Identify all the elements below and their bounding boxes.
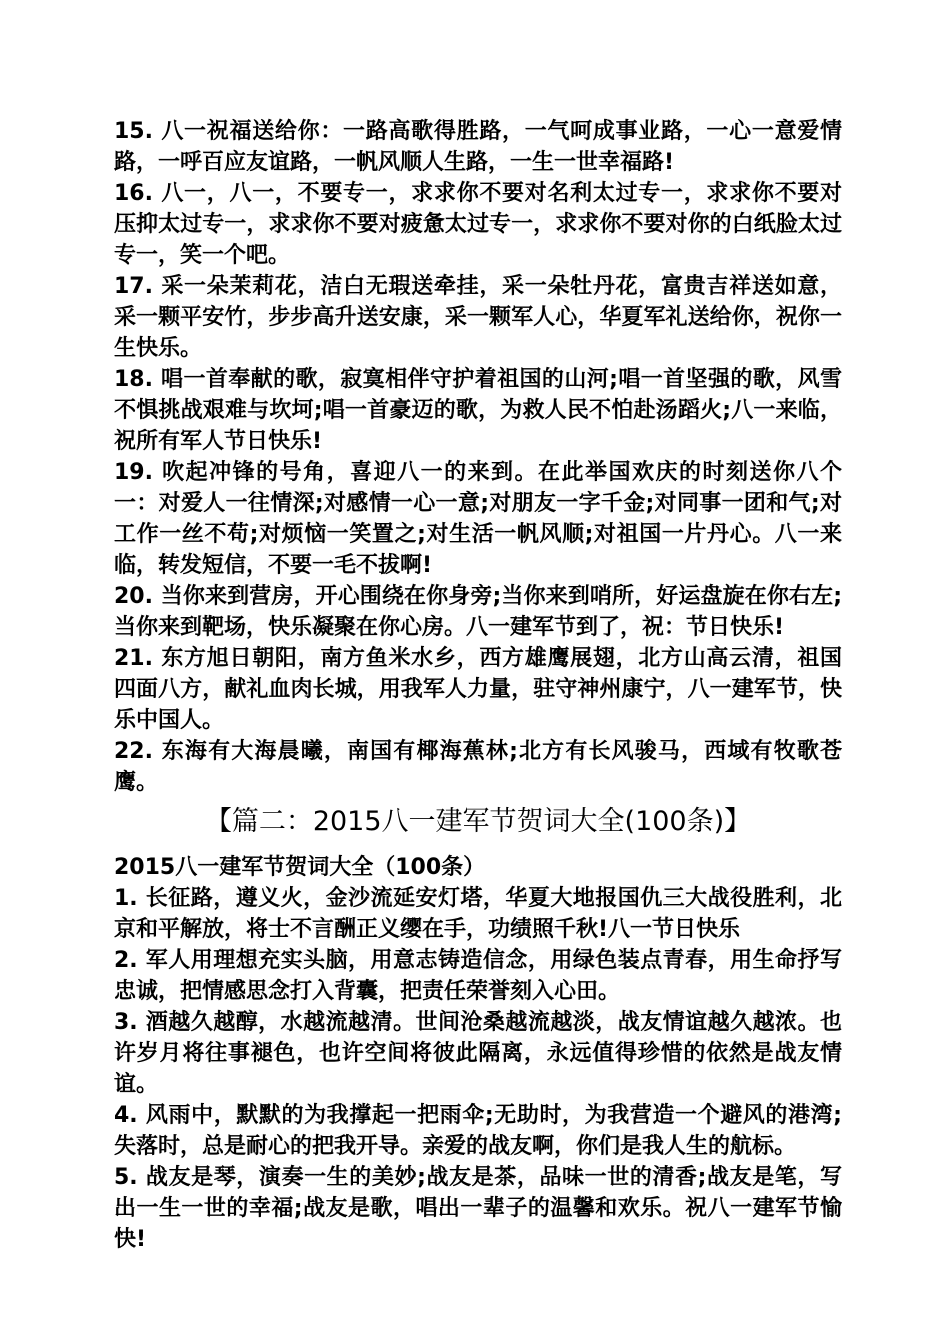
greeting-item-1: 1. 长征路，遵义火，金沙流延安灯塔，华夏大地报国仇三大战役胜利，北京和平解放，将士不言酬正义缨在手，功绩照千秋!八一节日快乐	[114, 886, 842, 942]
greeting-item-15: 15. 八一祝福送给你：一路高歌得胜路，一气呵成事业路，一心一意爱情路，一呼百应友谊路，一帆风顺人生路，一生一世幸福路!	[114, 119, 842, 175]
greeting-item-22: 22. 东海有大海晨曦，南国有椰海蕉林;北方有长风骏马，西域有牧歌苍鹰。	[114, 739, 842, 795]
greeting-item-21: 21. 东方旭日朝阳，南方鱼米水乡，西方雄鹰展翅，北方山高云清，祖国四面八方，献礼血肉长城，用我军人力量，驻守神州康宁，八一建军节，快乐中国人。	[114, 646, 842, 733]
greeting-item-5: 5. 战友是琴，演奏一生的美妙;战友是茶，品味一世的清香;战友是笔，写出一生一世的幸福;战友是歌，唱出一辈子的温馨和欢乐。祝八一建军节愉快!	[114, 1165, 842, 1252]
greeting-item-4: 4. 风雨中，默默的为我撑起一把雨伞;无助时，为我营造一个避风的港湾;失落时，总是耐心的把我开导。亲爱的战友啊，你们是我人生的航标。	[114, 1103, 842, 1159]
greeting-item-17: 17. 采一朵茉莉花，洁白无瑕送牵挂，采一朵牡丹花，富贵吉祥送如意，采一颗平安竹，步步高升送安康，采一颗军人心，华夏军礼送给你，祝你一生快乐。	[114, 274, 842, 361]
section-heading: 【篇二：2015八一建军节贺词大全(100条)】	[204, 806, 752, 837]
greeting-item-18: 18. 唱一首奉献的歌，寂寞相伴守护着祖国的山河;唱一首坚强的歌，风雪不惧挑战艰难与坎坷;唱一首豪迈的歌，为救人民不怕赴汤蹈火;八一来临，祝所有军人节日快乐!	[114, 367, 842, 454]
document-page	[114, 116, 842, 1255]
greeting-item-19: 19. 吹起冲锋的号角，喜迎八一的来到。在此举国欢庆的时刻送你八个一：对爱人一往情深;对感情一心一意;对朋友一字千金;对同事一团和气;对工作一丝不苟;对烦恼一笑置之;对生活一帆风顺;对祖国一片丹心。八一来临，转发短信，不要一毛不拔啊!	[114, 460, 842, 578]
greeting-item-20: 20. 当你来到营房，开心围绕在你身旁;当你来到哨所，好运盘旋在你右左;当你来到靶场，快乐凝聚在你心房。八一建军节到了，祝：节日快乐!	[114, 584, 842, 640]
greeting-item-3: 3. 酒越久越醇，水越流越清。世间沧桑越流越淡，战友情谊越久越浓。也许岁月将往事褪色，也许空间将彼此隔离，永远值得珍惜的依然是战友情谊。	[114, 1010, 842, 1097]
greeting-item-16: 16. 八一，八一，不要专一，求求你不要对名利太过专一，求求你不要对压抑太过专一，求求你不要对疲惫太过专一，求求你不要对你的白纸脸太过专一，笑一个吧。	[114, 181, 842, 268]
greeting-item-2: 2. 军人用理想充实头脑，用意志铸造信念，用绿色装点青春，用生命抒写忠诚，把情感思念打入背囊，把责任荣誉刻入心田。	[114, 948, 842, 1004]
section-subtitle: 2015八一建军节贺词大全（100条）	[114, 855, 486, 880]
